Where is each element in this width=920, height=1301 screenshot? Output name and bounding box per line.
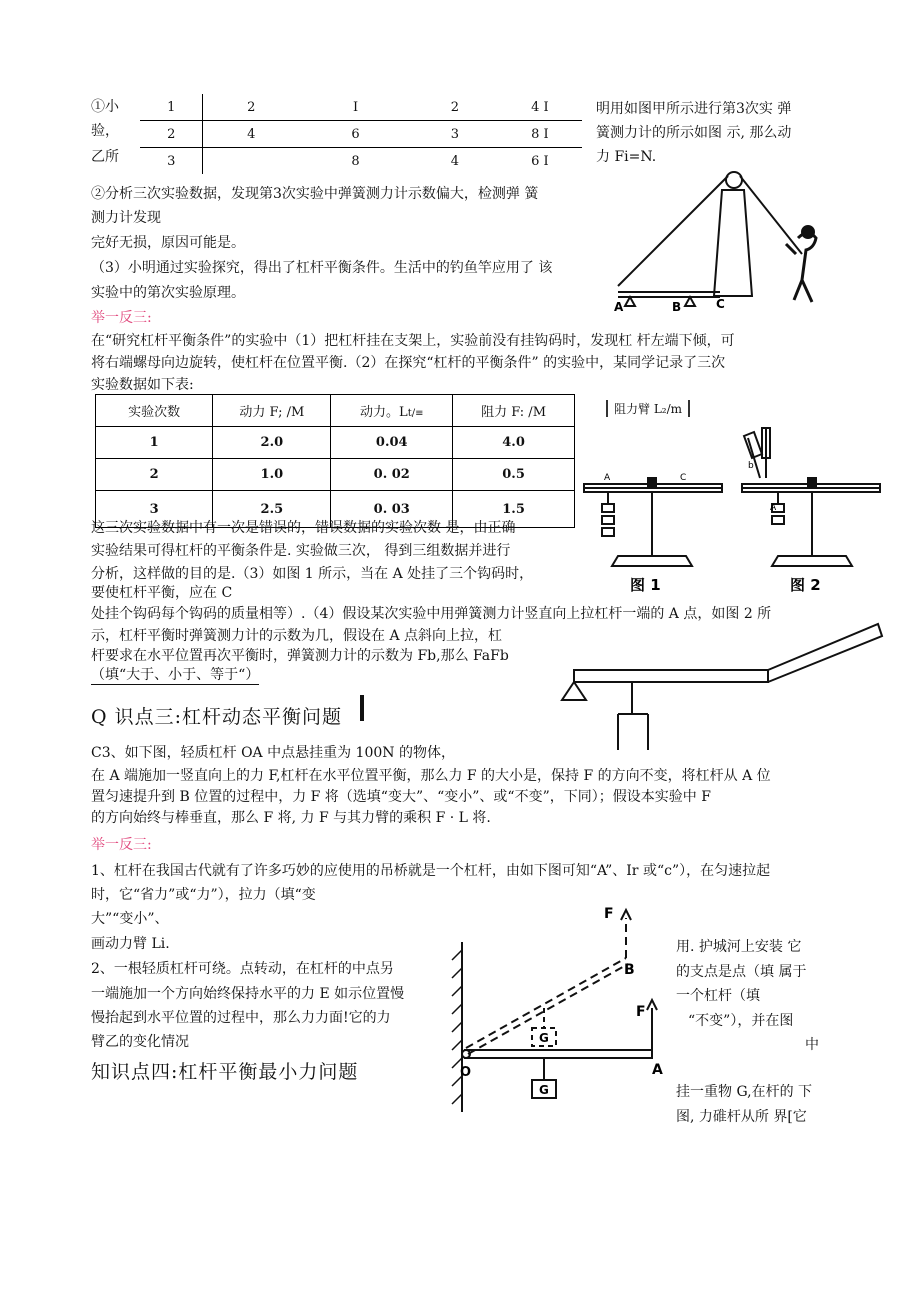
lever-data-table (95, 394, 575, 528)
table-row: 2 4 6 3 8 I (140, 121, 582, 148)
ex2-right-7: 图, 力碓杆从所 界[它 (676, 1109, 807, 1125)
fig2-base (772, 556, 852, 566)
q-top-label-1: ①小 (91, 99, 119, 115)
wall-hatching (452, 950, 462, 1104)
ex1-p3: 实验数据如下表: (91, 377, 194, 393)
fig2-caption: 图 2 (790, 576, 821, 594)
pulley-wheel (726, 172, 742, 188)
kp3-q3: 置匀速提升到 B 位置的过程中，力 F 将（选填“变大”、“变小”、或“不变”，下同）；假设本实验中 F (91, 789, 711, 805)
ex2-right-4: “不变”），并在图 (688, 1013, 794, 1029)
ex2-line-8: 臂乙的变化情况 (91, 1034, 189, 1050)
label-o: O (460, 1065, 472, 1080)
label-b: B (624, 962, 635, 978)
q-line-2a: ②分析三次实验数据，发现第3次实验中弹簧测力计示数偏大，检测弹 簧 (91, 186, 539, 202)
fig1-caption: 图 1 (630, 576, 661, 594)
pulley-lever-figure (612, 168, 832, 314)
ex1-after-1: 这三次实验数据中有一次是错误的，错误数据的实验次数 是，由正确 (91, 520, 516, 536)
q-line-4a: （3）小明通过实验探究，得出了杠杆平衡条件。生活中的钓鱼竿应用了 该 (91, 260, 553, 276)
person-figure (786, 233, 816, 302)
ex2-line-7: 慢抬起到水平位置的过程中，那么力力面!它的力 (91, 1010, 391, 1026)
lever-inclined (768, 624, 882, 682)
hanging-block (618, 714, 648, 750)
ex2-right-1: 用. 护城河上安装 它 (676, 939, 802, 955)
fulcrum (562, 682, 586, 700)
ex2-right-2: 的支点是点（填 属于 (676, 964, 807, 980)
q-top-label-3: 乙所 (91, 149, 119, 165)
ex1-after-2: 实验结果可得杠杆的平衡条件是. 实验做三次， 得到三组数据并进行 (91, 543, 511, 559)
ex1-after-5: 处挂个钩码每个钩码的质量相等）.（4）假设某次实验中用弹簧测力计竖直向上拉杠杆一端的 A 点，如图 2 所 (91, 606, 772, 622)
support-a (625, 297, 635, 306)
table-row: 3 8 4 6 I (140, 148, 582, 175)
ex2-right-3: 一个杠杆（填 (676, 988, 760, 1004)
q-line-2b: 测力计发现 (91, 210, 161, 226)
top-data-table (140, 94, 582, 174)
ex2-line-6: 一端施加一个方向始终保持水平的力 E 如示位置慢 (91, 986, 405, 1002)
q-top-right-1: 明用如图甲所示进行第3次实 弹 (596, 101, 792, 117)
person-head (802, 226, 814, 238)
bent-lever-figure (556, 620, 886, 752)
table-row: 3 2.5 0. 03 1.5 (96, 491, 575, 528)
fig-label-a: A (614, 300, 624, 314)
ex2-line-1: 1、杠杆在我国古代就有了许多巧妙的应使用的吊桥就是一个杠杆，由如下图可知“A”、Ir 或“c”），在匀速拉起 (91, 863, 771, 879)
tower (714, 190, 752, 296)
kp3-q4: 的方向始终与棒垂直，那么 F 将, 力 F 与其力臂的乘积 F · L 将. (91, 810, 491, 826)
fig-label-b: B (672, 300, 682, 314)
ex1-p2: 将右端螺母向边旋转，使杠杆在位置平衡.（2）在探究“杠杆的平衡条件” 的实验中，某同学记录了三次 (91, 355, 726, 371)
fig1-letter-c: C (680, 473, 687, 483)
q-line-4b: 实验中的第次实验原理。 (91, 285, 245, 301)
kp4-title: 知识点四:杠杆平衡最小力问题 (91, 1061, 359, 1083)
rope-to-man (740, 176, 802, 254)
ex2-title: 举一反三: (91, 837, 152, 853)
ex1-after-6: 示，杠杆平衡时弹簧测力计的示数为几，假设在 A 点斜向上拉，杠 (91, 628, 503, 644)
ex1-after-7: 杆要求在水平位置再次平衡时，弹簧测力计的示数为 Fb,那么 FaFb (91, 648, 509, 664)
ex2-line-2: 时，它“省力”或“力”），拉力（填“变 (91, 887, 316, 903)
fig1-weights (602, 492, 614, 536)
label-g: G (539, 1083, 549, 1097)
label-f-top: F (604, 906, 614, 922)
ex2-right-6: 挂一重物 G,在杆的 下 (676, 1084, 813, 1100)
ex1-after-4: 要使杠杆平衡，应在 C (91, 585, 233, 601)
lever-horizontal (574, 670, 768, 682)
table-row: 1 2 I 2 4 I (140, 94, 582, 121)
label-g-dashed: G (539, 1031, 549, 1045)
kp3-q2: 在 A 端施加一竖直向上的力 F,杠杆在水平位置平衡，那么力 F 的大小是，保持 F 的方向不变，将杠杆从 A 位 (91, 768, 771, 784)
fig1-base (612, 556, 692, 566)
ex2-line-4: 画动力臂 Li. (91, 936, 170, 952)
spring-scale-vertical (762, 428, 770, 478)
ex2-line-5: 2、一根轻质杠杆可绕。点转动，在杠杆的中点另 (91, 961, 394, 977)
q-top-right-2: 簧测力计的所示如图 示, 那么动 (596, 125, 792, 141)
wall-lever-figure (446, 898, 670, 1114)
lever-horizontal (464, 1050, 652, 1058)
support-b (685, 297, 695, 306)
fig-label-c: C (716, 297, 725, 311)
label-a: A (652, 1062, 663, 1078)
kp3-title-bar (360, 695, 364, 721)
ex2-line-3: 大”“变小”、 (91, 911, 169, 927)
kp3-q1: C3、如下图，轻质杠杆 OA 中点悬挂重为 100N 的物体， (91, 745, 455, 761)
ex2-right-5: 中 (805, 1037, 819, 1053)
rope-to-a (618, 176, 728, 286)
lever-experiment-figures (578, 418, 884, 596)
table-row: 1 2.0 0.04 4.0 (96, 427, 575, 459)
fig2-letter-b: b (748, 461, 754, 471)
ex1-after-3: 分析，这样做的目的是.（3）如图 1 所示，当在 A 处挂了三个钩码时， (91, 566, 534, 582)
table-row: 2 1.0 0. 02 0.5 (96, 459, 575, 491)
label-f-right: F (636, 1004, 646, 1020)
fig2-letter-a: A (770, 503, 777, 513)
q-line-3: 完好无损，原因可能是。 (91, 235, 245, 251)
kp3-title: Q 识点三:杠杆动态平衡问题 (91, 706, 343, 728)
spring-scale-oblique (744, 432, 762, 478)
q-top-right-3: 力 Fi=N. (596, 149, 657, 165)
ex1-after-8: （填“大于、小于、等于“） (91, 664, 259, 685)
extra-header-resistance-arm: 阻力臂 L₂/m (606, 400, 690, 417)
q-top-label-2: 验， (91, 123, 119, 139)
table-header-row: 实验次数 动力 F; /M 动力。Lt/≡ 阻力 F: /M (96, 395, 575, 427)
ex1-title: 举一反三: (91, 310, 152, 326)
ex1-p1: 在“研究杠杆平衡条件”的实验中（1）把杠杆挂在支架上，实验前没有挂钩码时，发现杠 杆左端下倾，可 (91, 333, 735, 349)
fig1-letter-a: A (604, 473, 611, 483)
